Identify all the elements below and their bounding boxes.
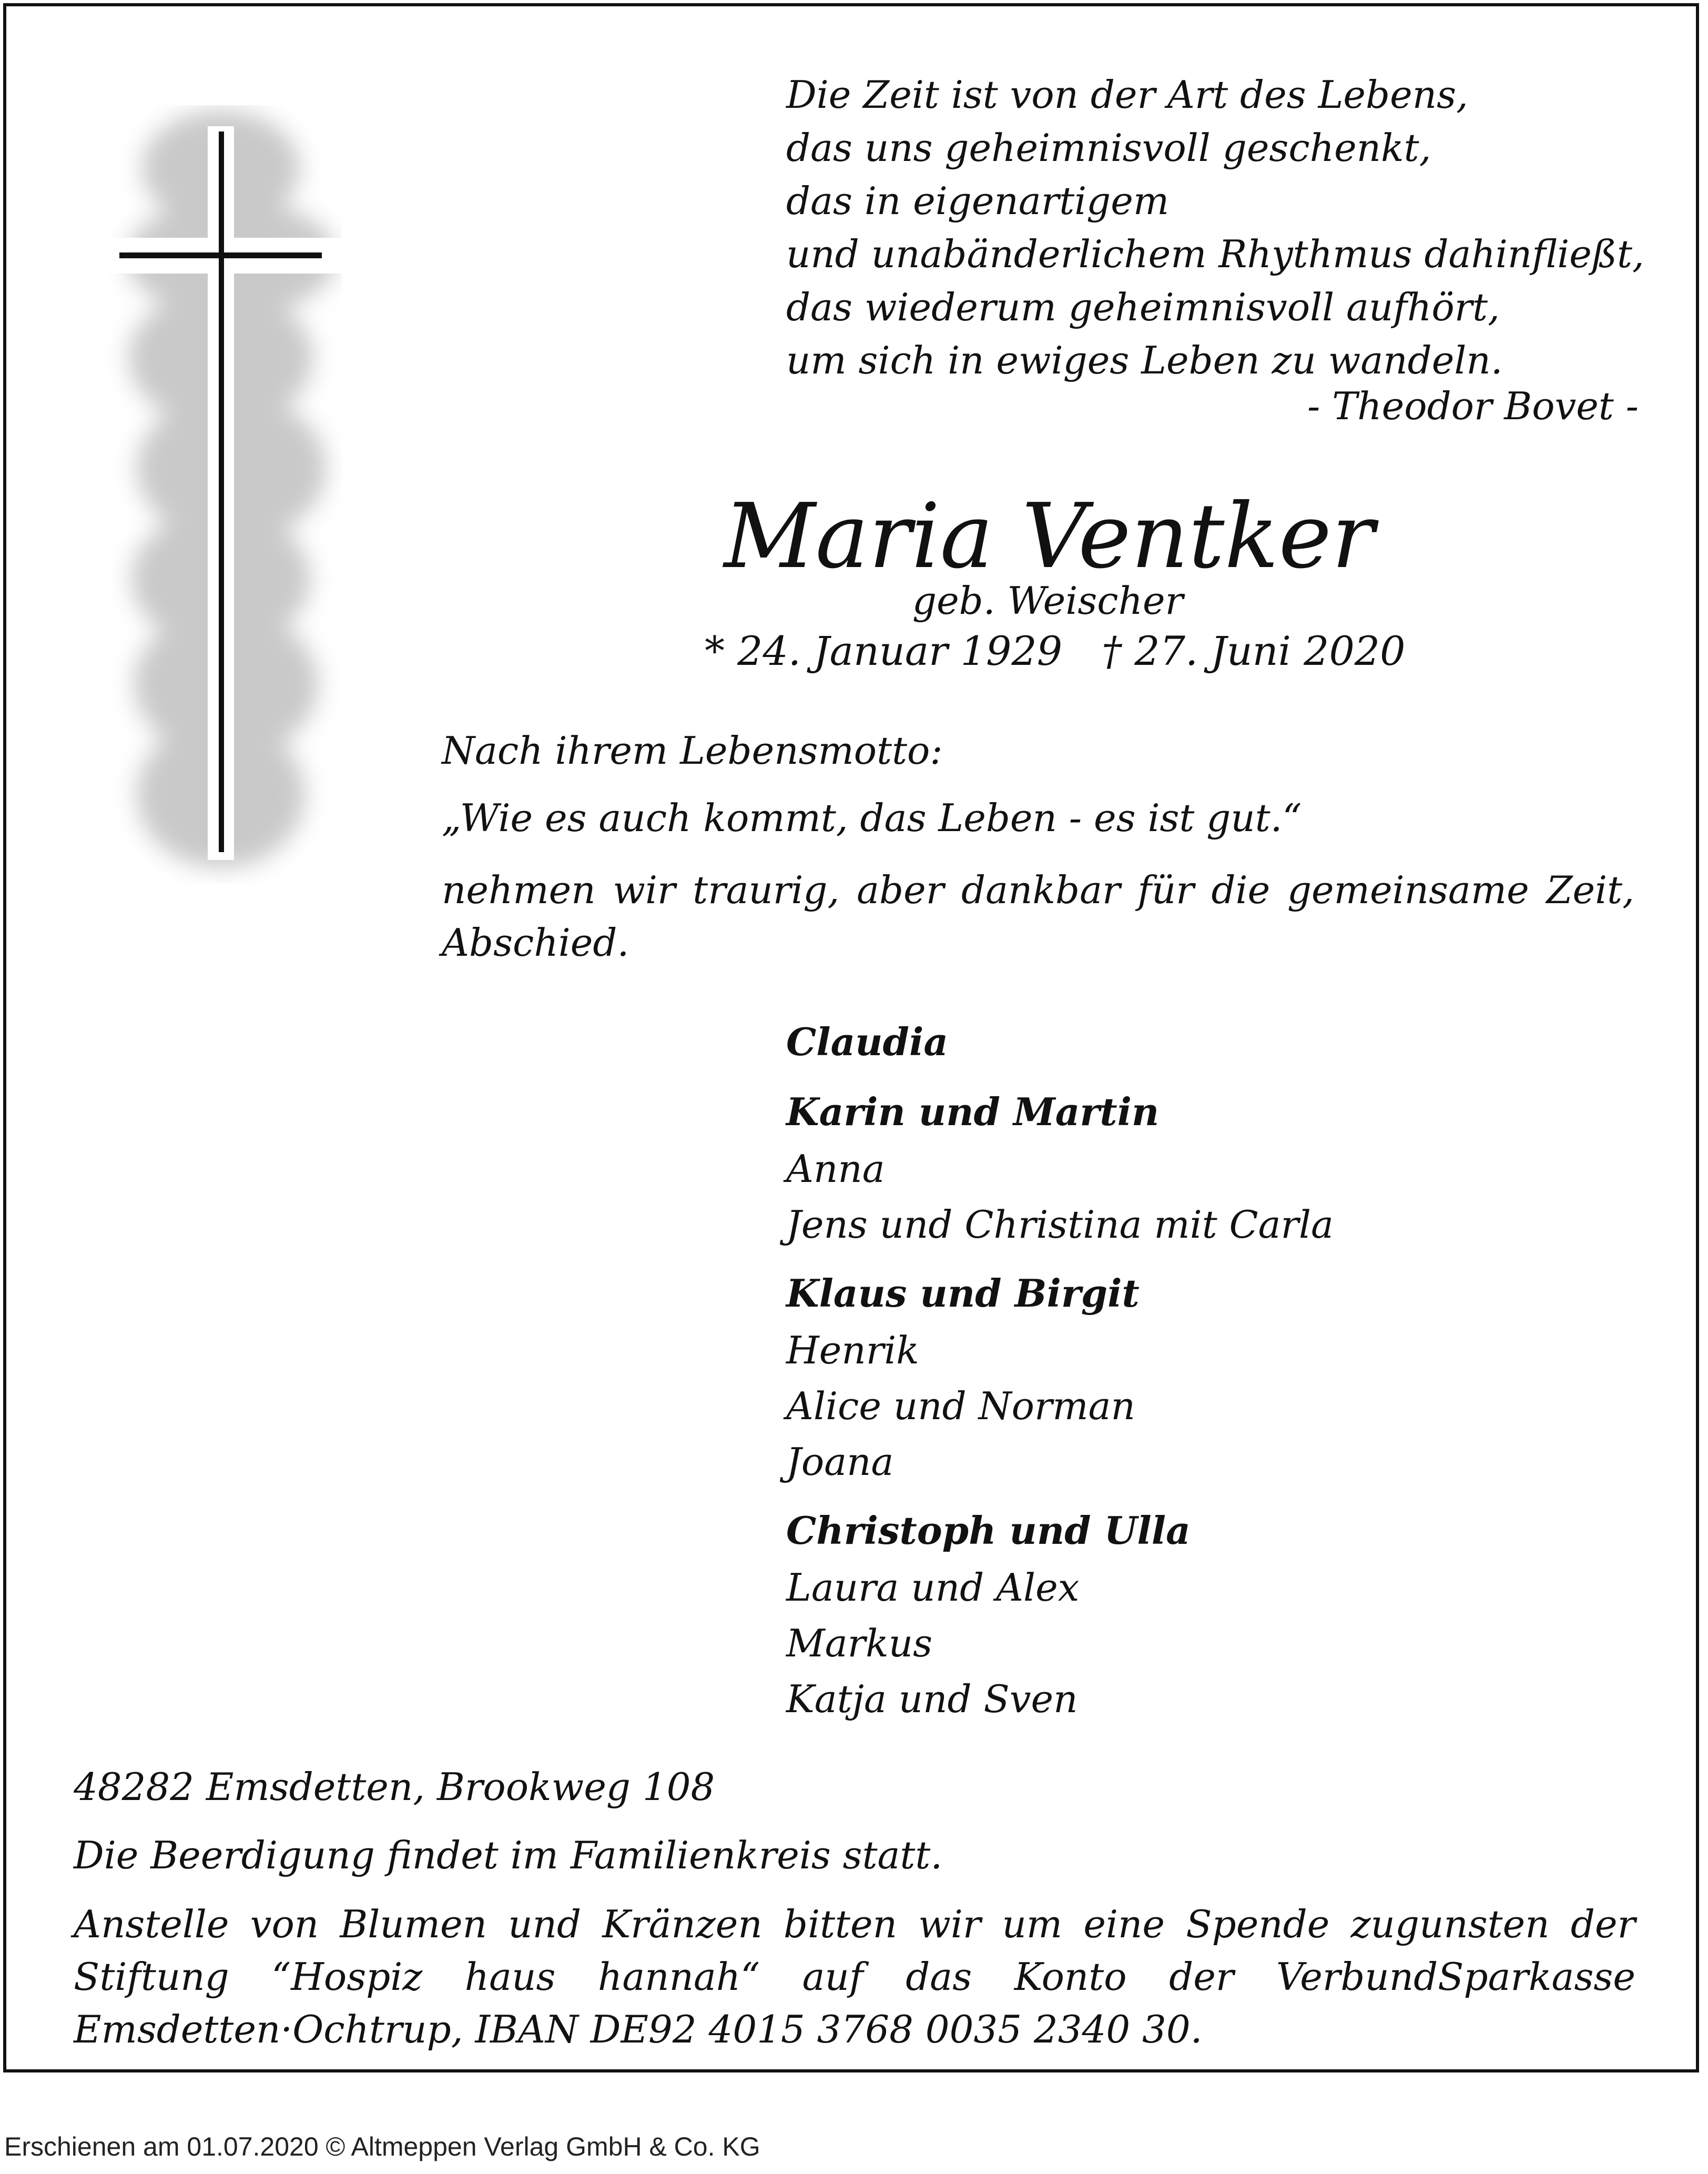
family-member: Jens und Christina mit Carla <box>786 1202 1334 1247</box>
family-group-head: Karin und Martin <box>786 1089 1160 1134</box>
deceased-name: Maria Ventker <box>724 484 1375 589</box>
funeral-note: Die Beerdigung findet im Familienkreis statt. <box>74 1833 943 1877</box>
poem-author: - Theodor Bovet - <box>1307 384 1639 428</box>
family-group-head: Claudia <box>786 1019 949 1064</box>
poem <box>786 68 1649 387</box>
family-member: Henrik <box>786 1328 919 1372</box>
family-member: Anna <box>786 1147 885 1191</box>
poem-line: das in eigenartigem <box>786 179 1170 223</box>
family-member: Joana <box>786 1440 894 1484</box>
family-group <box>786 1083 1628 1252</box>
family-member: Alice und Norman <box>786 1384 1135 1428</box>
motto-quote: „Wie es auch kommt, das Leben - es ist gut.“ <box>442 796 1302 840</box>
poem-line: das uns geheimnisvoll geschenkt, <box>786 126 1431 170</box>
publication-footer: Erschienen am 01.07.2020 © Altmeppen Verlag GmbH & Co. KG <box>4 2132 760 2161</box>
family-group <box>786 1013 1628 1071</box>
birth-date: * 24. Januar 1929 <box>705 628 1063 674</box>
poem-line: Die Zeit ist von der Art des Lebens, <box>786 73 1468 117</box>
poem-line: das wiederum geheimnisvoll aufhört, <box>786 285 1500 329</box>
death-date: † 27. Juni 2020 <box>1102 628 1406 674</box>
motto-text: nehmen wir traurig, aber dankbar für die gemeinsame Zeit, Abschied. <box>442 868 1634 965</box>
family-group-head: Klaus und Birgit <box>786 1271 1140 1316</box>
donation-note: Anstelle von Blumen und Kränzen bitten wir um eine Spende zugunsten der Stiftung “Hospiz haus hannah“ auf das Konto der VerbundSparkasse Emsdetten·Ochtrup, IBAN DE92 4015 3768 0035 2340 30. <box>74 1902 1635 2051</box>
family-member: Katja und Sven <box>786 1677 1078 1721</box>
poem-line: um sich in ewiges Leben zu wandeln. <box>786 338 1503 382</box>
family-member: Laura und Alex <box>786 1565 1080 1610</box>
birth-name: geb. Weischer <box>912 579 1183 623</box>
family-group-head: Christoph und Ulla <box>786 1508 1191 1553</box>
life-dates <box>705 628 1406 674</box>
poem-line: und unabänderlichem Rhythmus dahinfließt, <box>786 232 1644 276</box>
family-member: Markus <box>786 1621 933 1665</box>
family-group <box>786 1264 1628 1490</box>
motto-intro: Nach ihrem Lebensmotto: <box>442 729 943 773</box>
family-list <box>786 1013 1628 1738</box>
address: 48282 Emsdetten, Brookweg 108 <box>74 1765 715 1809</box>
family-group <box>786 1501 1628 1727</box>
